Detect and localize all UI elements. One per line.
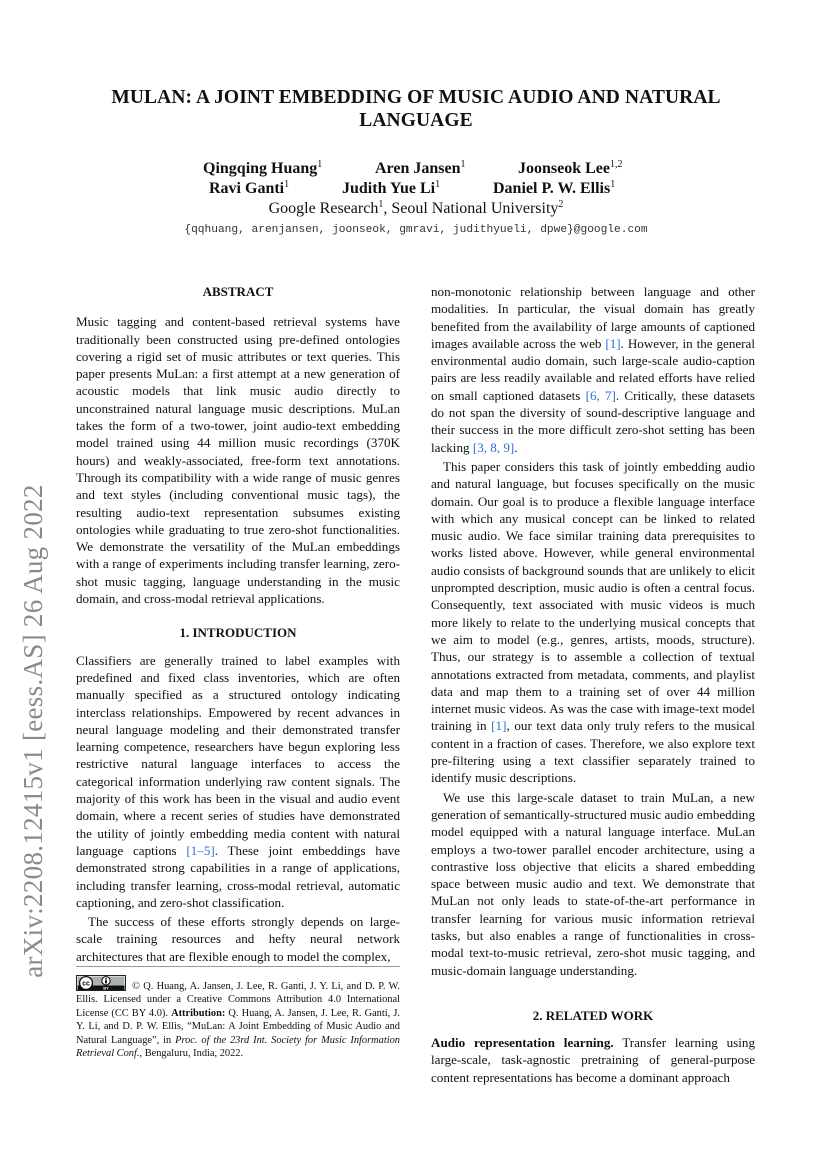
citation-link[interactable]: [1]	[491, 718, 507, 734]
author-name: Qingqing Huang$^1$	[203, 159, 323, 177]
title-line-2: LANGUAGE	[359, 110, 473, 131]
citation-link[interactable]: [6, 7]	[585, 387, 616, 403]
author-name: Judith Yue Li$^1$	[342, 179, 441, 197]
author-emails: {qqhuang, arenjansen, joonseok, gmravi, judithyueli, dpwe}@google.com	[184, 224, 648, 236]
related-work-heading: 2. RELATED WORK	[532, 1007, 654, 1023]
svg-text:cc: cc	[82, 980, 90, 988]
author-name: Ravi Ganti$^1$	[209, 179, 290, 197]
license-footnote: cc BY © Q. Huang, A. Jansen, J. Lee, R. Ganti, J. Y. Li, and D. P. W. Ellis. Licensed under a Creative Commons Attribution 4.0 International License (CC BY 4.0). Attribution: Q. Huang, A. Jansen, J. Lee, R. Ganti, J. Y. Li, and D. P. W. Ellis, “MuLan: A Joint Embedding of Music Audio and Natural Language”, in Proc. of the 23rd Int. Society for Music Information Retrieval Conf., Bengaluru, India, 2022.	[76, 975, 400, 1060]
abstract-heading: ABSTRACT	[202, 284, 274, 299]
affiliations: Google Research$^1$, Seoul National University$^2$	[268, 199, 564, 217]
intro-paragraph-2: The success of these efforts strongly depends on large-scale training resources and hefty neural network architectures that are flexible enough to model the complex,	[76, 914, 400, 964]
intro-heading: 1. INTRODUCTION	[179, 625, 297, 641]
author-block	[80, 160, 752, 200]
author-name: Daniel P. W. Ellis$^1$	[493, 179, 616, 197]
citation-link[interactable]: [1]	[605, 335, 621, 351]
right-column	[431, 283, 755, 1086]
citation-link[interactable]: [3, 8, 9]	[472, 439, 515, 455]
right-paragraph-2: This paper considers this task of jointly embedding audio and natural language, but focuses specifically on the music domain. Our goal is to produce a flexible language interface with which any musical concept can be linked to related music audio. We face similar training data prerequisites to works listed above. However, while general environmental audio consists of background sounds that are unlikely to elicit unprompted description, music audio is often a central focus. Consequently, text associated with music videos is much more likely to relate to the underlying musical concepts that we aim to model (e.g., genres, artists, moods, structure). Thus, our strategy is to assemble a collection of textual annotations extracted from metadata, comments, and playlist data and map them to a training set of over 44 million internet music videos. As was the case with image-text model training in [1], our text data only truly refers to the musical content in a fraction of cases. Therefore, we also explore text pre-filtering using a text classifier separately trained to identify music descriptions.	[431, 458, 756, 786]
right-paragraph-3: We use this large-scale dataset to train MuLan, a new generation of semantically-structured music audio embedding model equipped with a natural language interface. MuLan employs a two-tower parallel encoder architecture, using a contrastive loss objective that elicits a shared embedding space between music audio and text. We demonstrate that MuLan not only leads to state-of-the-art performance in transfer learning for various music information retrieval tasks, but also enables a range of functionalities in cross-modal text-to-music retrieval, zero-shot music tagging, and music-domain language understanding.	[431, 789, 755, 978]
right-paragraph-1: non-monotonic relationship between language and other modalities. In particular, the visual domain has greatly benefited from the availability of large amounts of captioned images available across the web [1]. However, in the general environmental audio domain, such large-scale audio-caption pairs are less readily available and related efforts have relied on small captioned datasets [6, 7]. Critically, these datasets do not span the diversity of sound-descriptive language and their success in the more difficult zero-shot setting has been lacking [3, 8, 9].	[431, 284, 755, 455]
cc-by-license-icon	[76, 975, 126, 991]
abstract-text: Music tagging and content-based retrieval systems have traditionally been constructed using pre-defined ontologies covering a rigid set of music attributes or text queries. This paper presents MuLan: a first attempt at a new generation of acoustic models that link music audio directly to unconstrained natural language music descriptions. MuLan takes the form of a two-tower, joint audio-text embedding model trained using 44 million music recordings (370K hours) and weakly-associated, free-form text annotations. Through its compatibility with a wide range of music genres and text styles (including conventional music tags), the resulting audio-text representation subsumes existing ontologies while graduating to true zero-shot functionalities. We demonstrate the versatility of the MuLan embeddings with a range of experiments including transfer learning, zero-shot music tagging, language understanding in the music domain, and cross-modal retrieval applications.	[76, 314, 400, 607]
arxiv-side-label: arXiv:2208.12415v1 [eess.AS] 26 Aug 2022	[17, 484, 48, 978]
title-line-1: MULAN: A JOINT EMBEDDING OF MUSIC AUDIO AND NATURAL	[111, 87, 721, 108]
left-column	[76, 283, 400, 965]
author-name: Joonseok Lee$^{1,2}$	[518, 159, 623, 177]
intro-paragraph-1: Classifiers are generally trained to label examples with predefined and fixed class inventories, which are often manually specified as a structured ontology indicating interclass relationships. Empowered by recent advances in neural language modeling and their demonstrated transfer learning competence, researchers have begun exploring less restrictive natural language interfaces to access the categorical information underlying raw content signals. The majority of this work has been in the visual and audio event domain, where a recent series of studies have demonstrated the utility of jointly embedding media content with natural language captions [1–5]. These joint embeddings have demonstrated strong capabilities in a range of applications, including transfer learning, cross-modal retrieval, automatic captioning, and zero-shot classification.	[76, 652, 400, 910]
citation-link[interactable]: [1–5]	[186, 842, 215, 858]
paper-title	[80, 86, 752, 132]
author-name: Aren Jansen$^1$	[375, 159, 466, 177]
right-paragraph-4: Audio representation learning. Transfer learning using large-scale, task-agnostic pretraining of general-purpose content representations has become a dominant approach	[431, 1035, 755, 1085]
footnote-rule	[76, 966, 400, 967]
svg-text:BY: BY	[103, 985, 109, 991]
